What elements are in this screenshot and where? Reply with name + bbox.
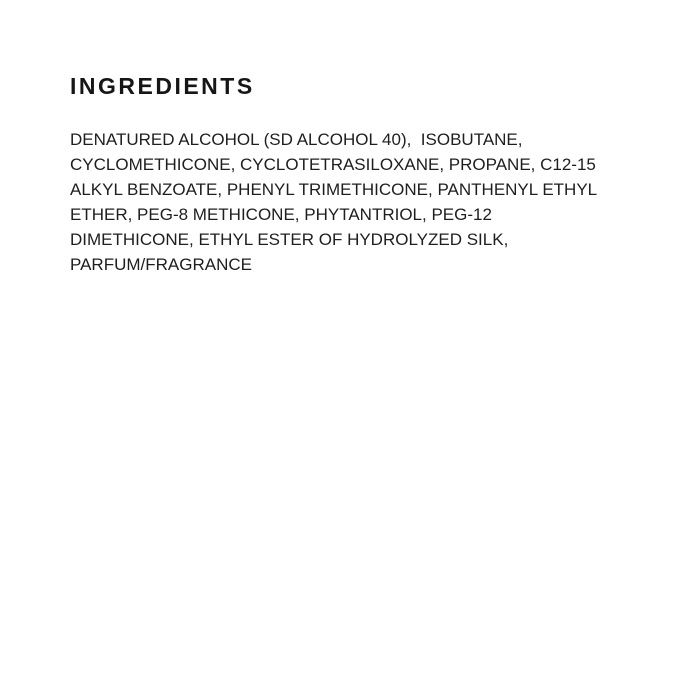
ingredients-line-1: DENATURED ALCOHOL (SD ALCOHOL 40), ISOBUTANE, xyxy=(70,130,523,149)
ingredients-line-3: ALKYL BENZOATE, PHENYL TRIMETHICONE, PANTHENYL ETHYL xyxy=(70,180,598,199)
ingredients-line-2: CYCLOMETHICONE, CYCLOTETRASILOXANE, PROPANE, C12-15 xyxy=(70,155,596,174)
ingredients-heading: INGREDIENTS xyxy=(70,73,255,99)
ingredients-line-4: ETHER, PEG-8 METHICONE, PHYTANTRIOL, PEG-12 xyxy=(70,205,492,224)
ingredients-line-5: DIMETHICONE, ETHYL ESTER OF HYDROLYZED SILK, xyxy=(70,230,509,249)
ingredients-list xyxy=(70,127,655,277)
ingredients-line-6: PARFUM/FRAGRANCE xyxy=(70,255,252,274)
